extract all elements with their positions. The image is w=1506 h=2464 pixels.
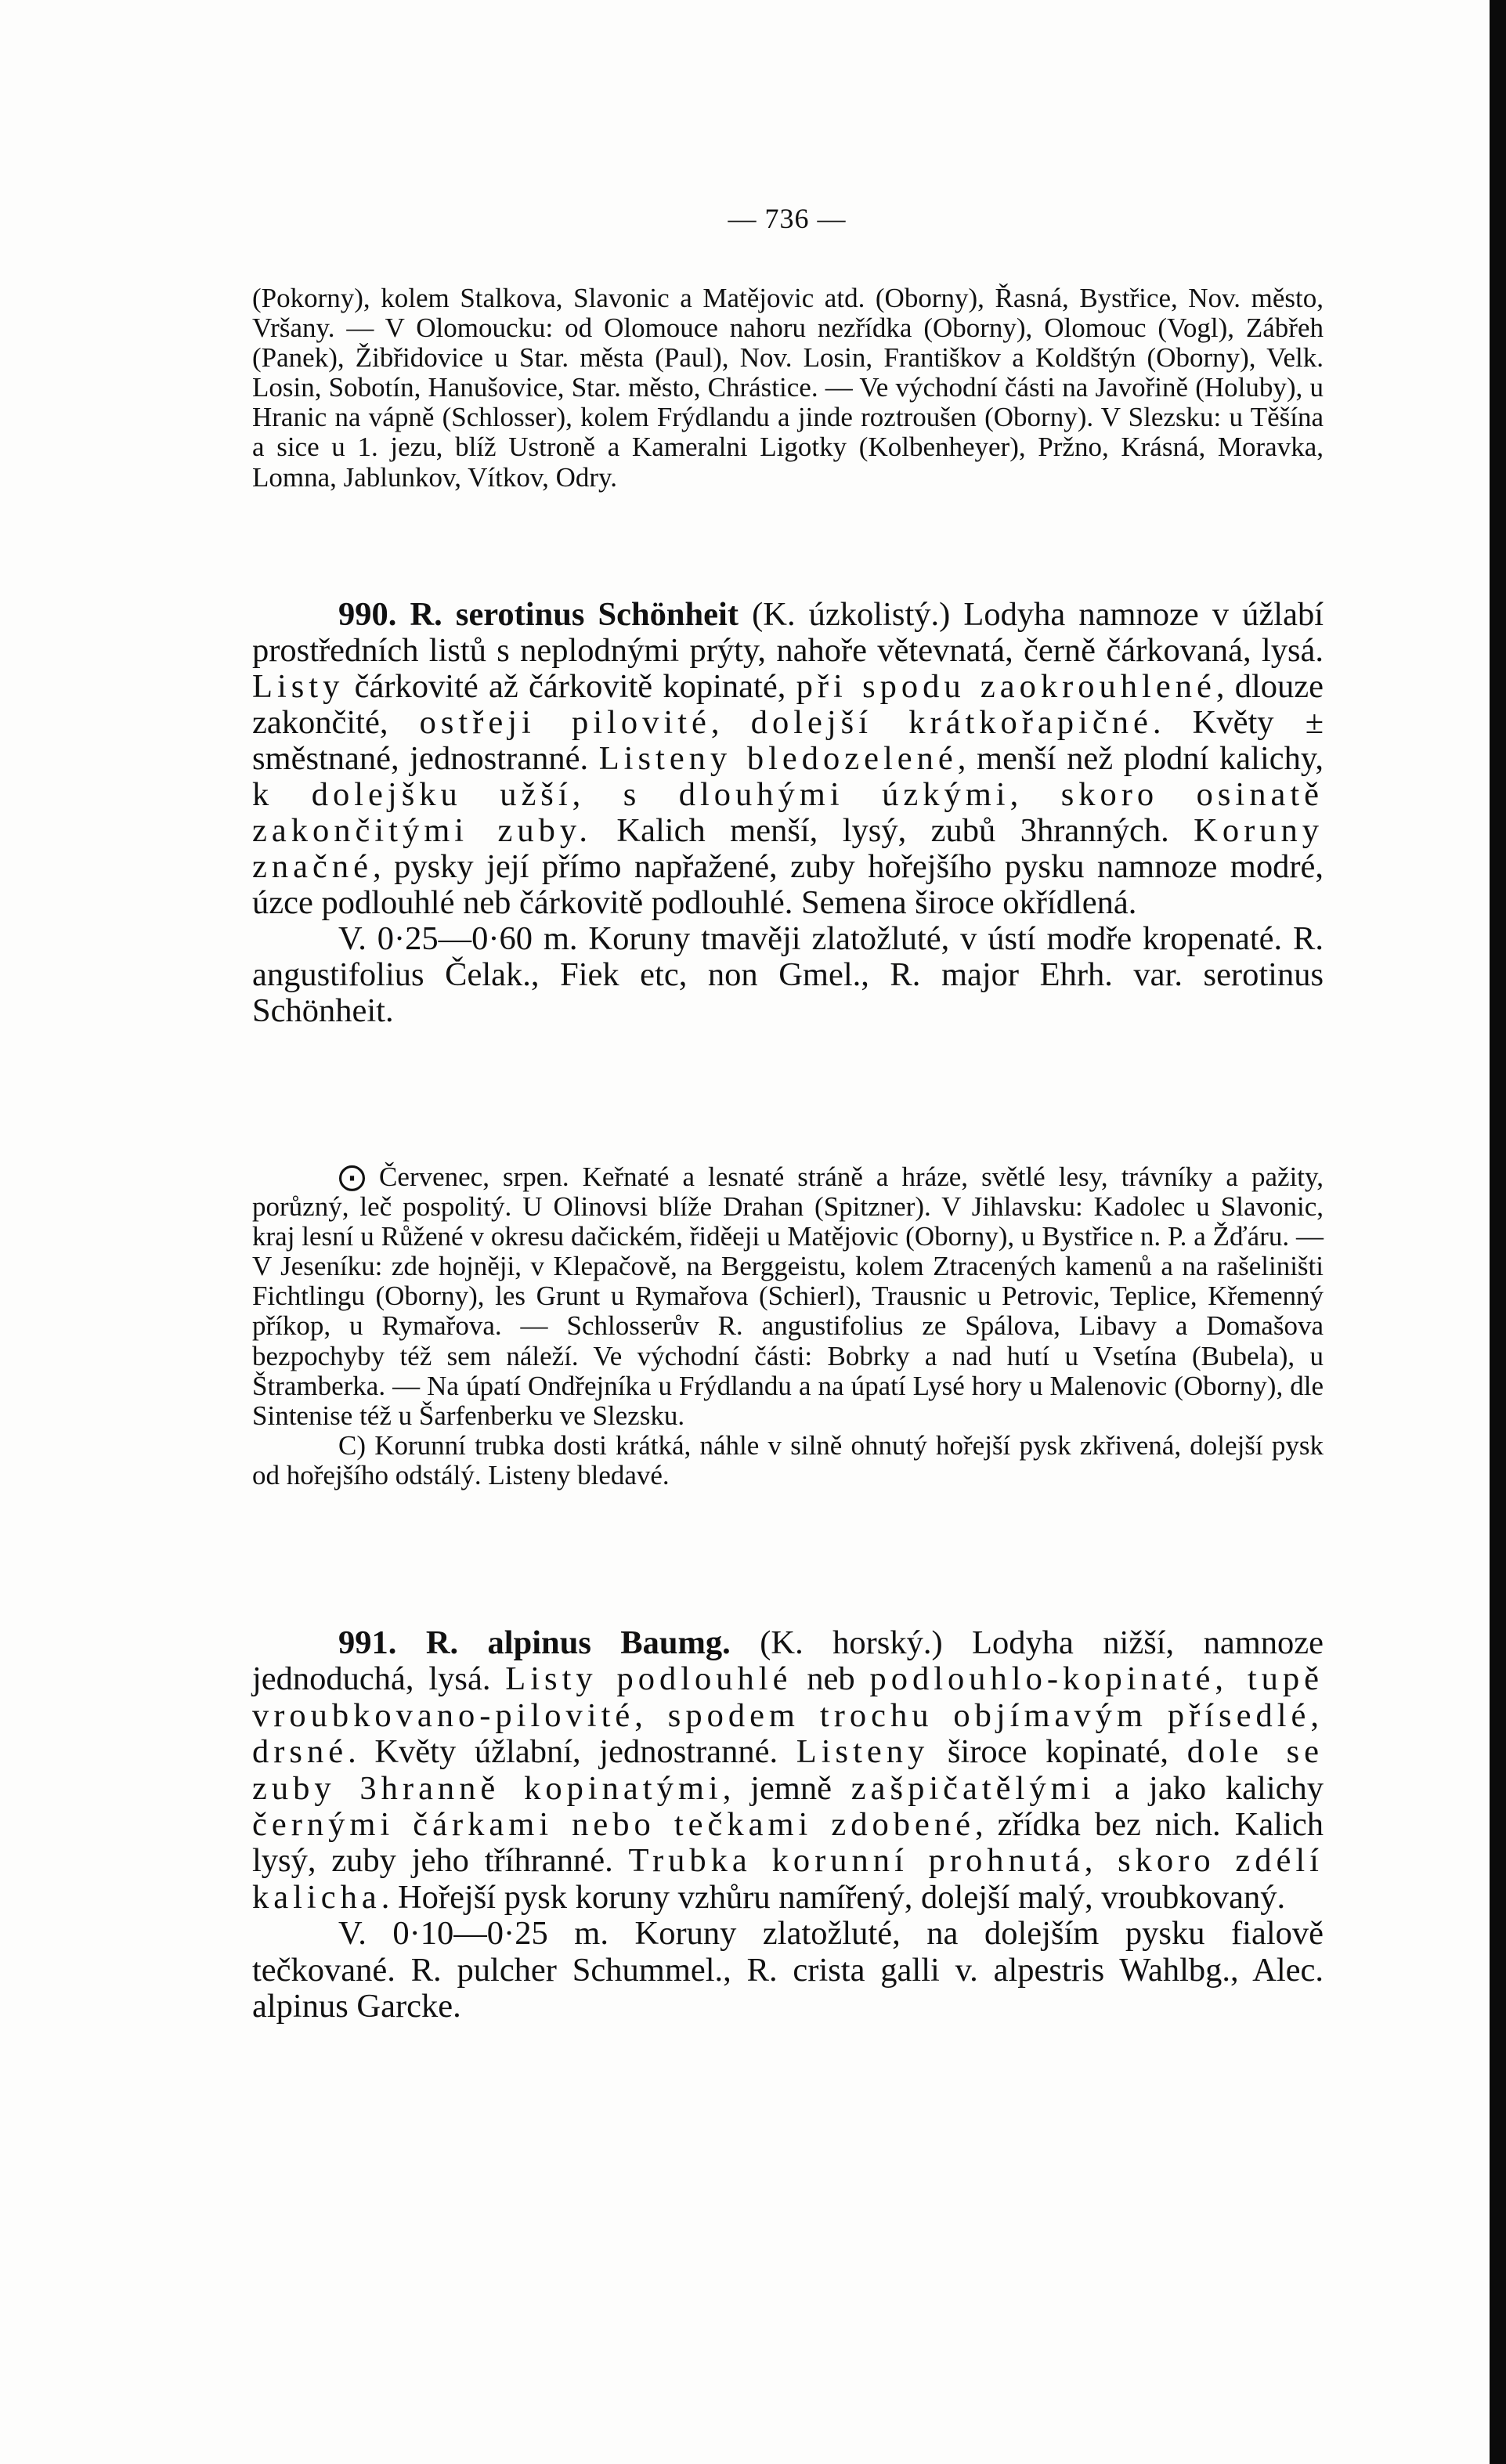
spaced-text: zašpičatělými: [851, 1769, 1096, 1807]
text-run: . Květy: [1152, 704, 1306, 741]
species-990-habitat-paragraph: [252, 1162, 1324, 1431]
text-run: . Hořejší pysk koruny vzhůru namířený, dolejší malý, vroubkovaný.: [381, 1878, 1286, 1916]
text-run: , menší než plodní kalichy,: [957, 740, 1324, 777]
section-c-paragraph: C) Korunní trubka dosti krátká, náhle v silně ohnutý hořejší pysk zkřivená, dolejší pysk od hořejšího odstálý. Listeny bledavé.: [252, 1429, 1324, 1490]
species-990-size-paragraph: V. 0·25—0·60 m. Koruny tmavěji zlatožluté, v ústí modře kropenaté. R. angustifolius Čelak., Fiek etc, non Gmel., R. major Ehrh. var. serotinus Schönheit.: [252, 920, 1324, 1029]
spaced-text: Listeny bledozelené: [598, 740, 958, 777]
continuation-text: (Pokorny), kolem Stalkova, Slavonic a Matějovic atd. (Oborny), Řasná, Bystřice, Nov. město, Vršany. — V Olomoucku: od Olomouce nahoru nezřídka (Oborny), Olomouc (Vogl), Zábřeh (Panek), Žibřidovice u Star. města (Paul), Nov. Losin, Františkov a Koldštýn (Oborny), Velk. Losin, Sobotín, Hanušovice, Star. město, Chrástice. — Ve východní části na Javořině (Holuby), u Hranic na vápně (Schlosser), kolem Frýdlandu a jinde roztroušen (Oborny). V Slezsku: u Těšína a sice u 1. jezu, blíž Ustroně a Kameralni Ligotky (Kolbenheyer), Pržno, Krásná, Moravka, Lomna, Jablunkov, Vítkov, Odry.: [252, 283, 1324, 493]
species-990-name: R. serotinus Schönheit: [410, 596, 739, 633]
spaced-text: podlouhlo-kopinaté, tupě vroubkovano-pilovité, spodem trochu objímavým přísedlé, drsné: [252, 1660, 1324, 1771]
circle-dot-icon: ⨀: [338, 1162, 366, 1192]
spaced-text: Trubka korunní prohnutá, skoro zdélí kalicha: [252, 1842, 1324, 1916]
continuation-paragraph: [252, 284, 1324, 493]
text-run: široce kopinaté,: [929, 1733, 1187, 1771]
text-run: , dlouze zakončité,: [252, 668, 1324, 741]
text-run: směstnané, jednostranné.: [252, 740, 599, 777]
text-run: (K. horský.) Lodyha nižší, namnoze jednoduchá, lysá.: [252, 1624, 1324, 1698]
text-run: a jako kalichy: [1095, 1769, 1324, 1807]
species-990-paragraph: [252, 597, 1324, 921]
text-run: , jemně: [722, 1769, 851, 1807]
species-991-number: 991.: [338, 1624, 397, 1661]
species-991-name: R. alpinus Baumg.: [425, 1624, 731, 1661]
spaced-text: černými čárkami nebo tečkami zdobené: [252, 1806, 975, 1844]
text-run: Kalich menší, lysý, zubů 3hranných.: [592, 812, 1194, 849]
habitat-text: Červenec, srpen. Keřnaté a lesnaté stráně a hráze, světlé lesy, trávníky a pažity, porůzný, leč pospolitý. U Olinovsi blíže Drahan (Spitzner). V Jihlavsku: Kadolec u Slavonic, kraj lesní u Růžené v okresu dačickém, řiděeji u Matějovic (Oborny), u Bystřice n. P. a Žďáru. — V Jeseníku: zde hojněji, v Klepačově, na Berggeistu, kolem Ztracených kamenů a na rašeliništi Fichtlingu (Oborny), les Grunt u Rymařova (Schierl), Trausnic u Petrovic, Teplice, Křemenný příkop, u Rymařova. — Schlosserův R. angustifolius ze Spálova, Libavy a Domašova bezpochyby též sem náleží. Ve východní části: Bobrky a nad hutí u Vsetína (Bubela), u Štramberka. — Na úpatí Ondřejníka u Frýdlandu a na úpatí Lysé hory u Malenovic (Oborny), dle Sintenise též u Šarfenberku ve Slezsku.: [252, 1162, 1324, 1431]
spaced-text: Listy: [252, 668, 345, 705]
text-run: , zřídka bez nich. Kalich lysý, zuby jeho tříhranné.: [252, 1806, 1324, 1880]
text-run: čárkovité až čárkovitě kopinaté,: [344, 668, 796, 705]
text-run: (K. úzkolistý.) Lodyha namnoze v úžlabí prostředních listů s neplodnými prýty, nahoře větevnatá, černě čárkovaná, lysá.: [252, 596, 1324, 669]
spaced-text: při spodu zaokrouhlené: [796, 668, 1216, 705]
spaced-text: dolejší krátkořapičné: [750, 704, 1153, 741]
species-990-number: 990.: [338, 596, 397, 633]
spaced-text: Listeny: [796, 1733, 930, 1771]
species-990-description: [252, 597, 1324, 1029]
species-990-habitat: [252, 1162, 1324, 1490]
species-991-description: [252, 1625, 1324, 2025]
text-run: ,: [710, 704, 751, 741]
scan-edge-bar: [1490, 0, 1506, 2464]
species-991-size-paragraph: V. 0·10—0·25 m. Koruny zlatožluté, na dolejším pysku fialově tečkované. R. pulcher Schummel., R. crista galli v. alpestris Wahlbg., Alec. alpinus Garcke.: [252, 1915, 1324, 2025]
text-run: neb: [792, 1660, 870, 1698]
spaced-text: ostřeji pilovité: [419, 704, 711, 741]
spaced-text: k dolejšku užší, s dlouhými úzkými, skoro osinatě zakončitými zuby.: [252, 776, 1324, 849]
text-run: , pysky její přímo napřažené, zuby hořejšího pysku namnoze modré, úzce podlouhlé neb čárkovitě podlouhlé. Semena široce okřídlená.: [252, 848, 1324, 921]
text-run: . Květy úžlabní, jednostranné.: [348, 1733, 796, 1771]
spaced-text: Listy podlouhlé: [505, 1660, 793, 1698]
plus-minus-symbol: ±: [1305, 704, 1324, 741]
spaced-text: Koruny značné: [252, 812, 1324, 885]
species-991-paragraph: [252, 1625, 1324, 1916]
spaced-text: dole se zuby 3hranně kopinatými: [252, 1733, 1324, 1807]
page-number: — 736 —: [728, 203, 847, 234]
